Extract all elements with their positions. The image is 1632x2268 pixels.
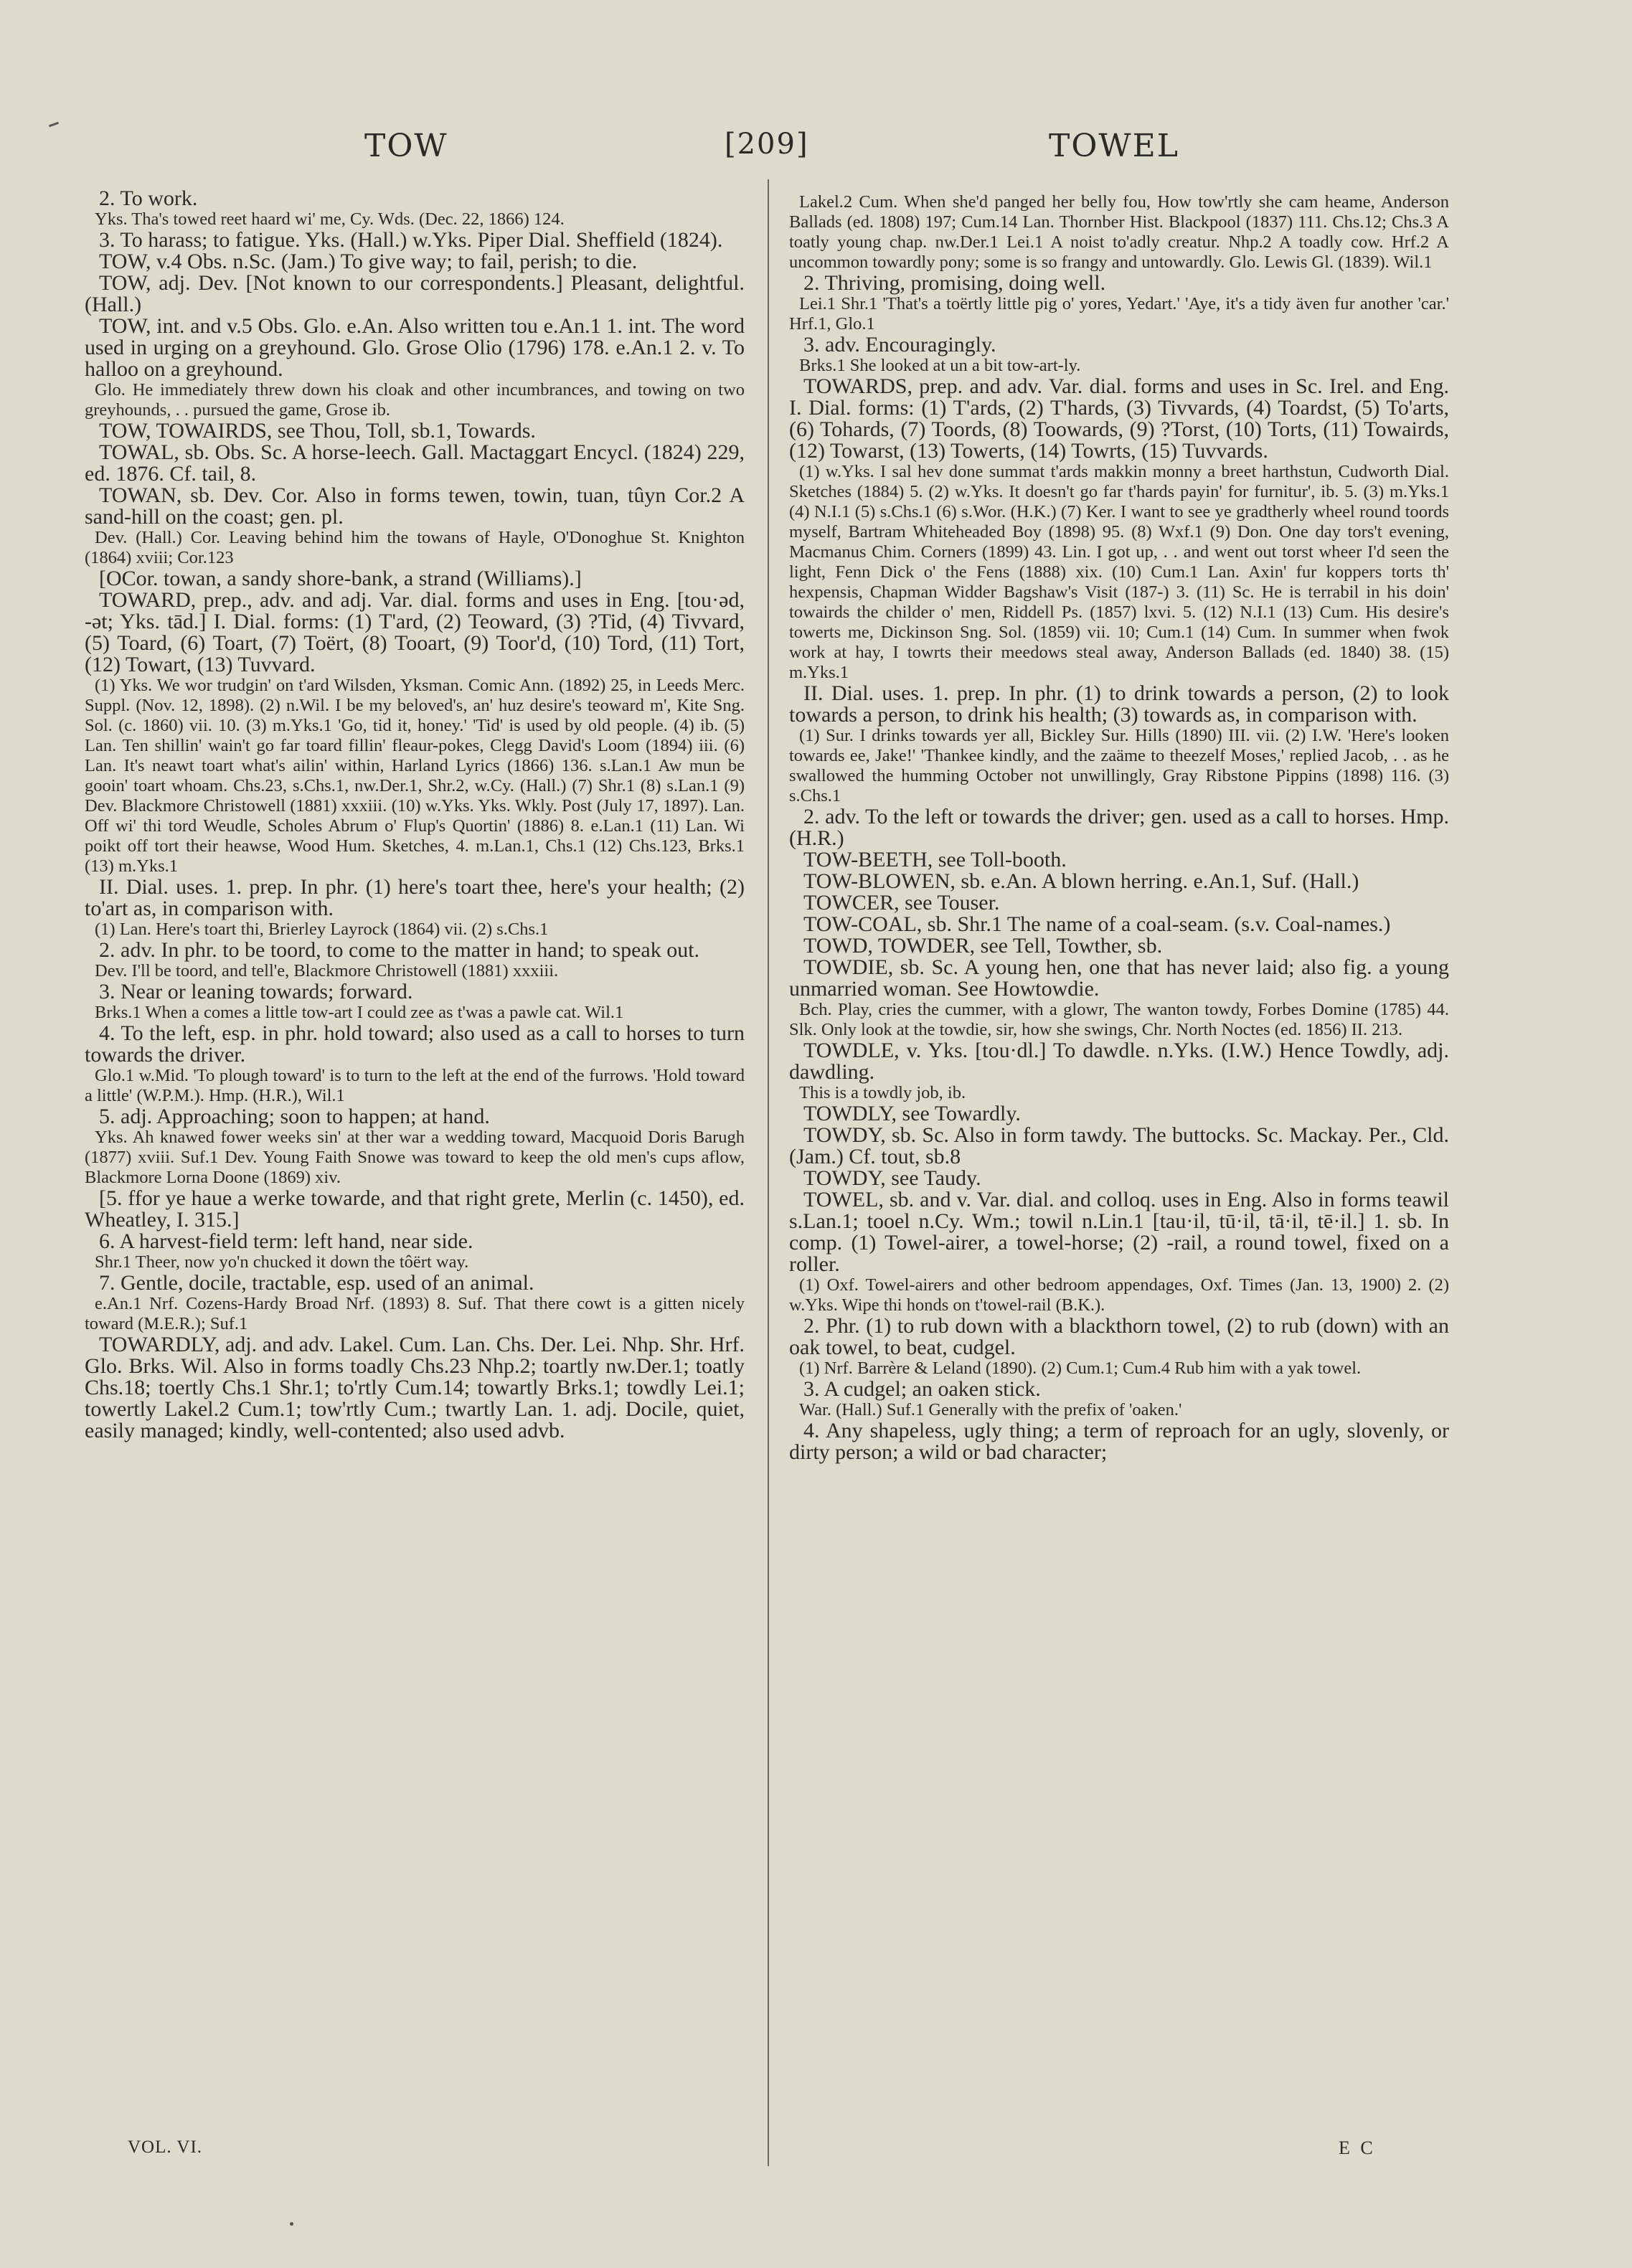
citation-paragraph: Glo.1 w.Mid. 'To plough toward' is to turn to the left at the end of the furrows. 'Hold toward a little' (W.P.M.). Hmp. (H.R.), Wil.1 bbox=[85, 1066, 745, 1105]
entry-paragraph: 3. Near or leaning towards; forward. bbox=[99, 980, 413, 1003]
entry-paragraph: 6. A harvest-field term: left hand, near side. bbox=[99, 1229, 473, 1253]
entry-paragraph: 3. adv. Encouragingly. bbox=[803, 333, 996, 356]
entry-paragraph: 4. To the left, esp. in phr. hold toward; also used as a call to horses to turn towards the driver. bbox=[85, 1021, 745, 1067]
column-rule bbox=[768, 179, 769, 2166]
entry-paragraph: TOWDY, sb. Sc. Also in form tawdy. The buttocks. Sc. Mackay. Per., Cld. (Jam.) Cf. tout, sb.8 bbox=[789, 1123, 1449, 1168]
entry-paragraph: TOWD, TOWDER, see Tell, Towther, sb. bbox=[803, 934, 1163, 958]
citation-paragraph: Shr.1 Theer, now yo'n chucked it down the tôërt way. bbox=[95, 1252, 469, 1272]
entry-paragraph: TOW-BLOWEN, sb. e.An. A blown herring. e.An.1, Suf. (Hall.) bbox=[803, 869, 1359, 893]
entry-paragraph: TOW-BEETH, see Toll-booth. bbox=[803, 848, 1067, 871]
entry-paragraph: TOWDLE, v. Yks. [tou·dl.] To dawdle. n.Yks. (I.W.) Hence Towdly, adj. dawdling. bbox=[789, 1039, 1449, 1084]
citation-paragraph: (1) Oxf. Towel-airers and other bedroom appendages, Oxf. Times (Jan. 13, 1900) 2. (2) w.Yks. Wipe thi honds on t'towel-rail (B.K.). bbox=[789, 1275, 1449, 1315]
entry-paragraph: TOWARD, prep., adv. and adj. Var. dial. forms and uses in Eng. [tou·əd, -ət; Yks. tād.] I. Dial. forms: (1) T'ard, (2) Teoward, (3) ?Tid, (4) Tivvard, (5) Toard, (6) Toart, (7) Toërt, (8) Tooart, (9) Toor'd, (10) Tord, (11) Tort, (12) Towart, (13) Tuvvard. bbox=[85, 588, 745, 676]
citation-paragraph: Dev. (Hall.) Cor. Leaving behind him the towans of Hayle, O'Donoghue St. Knighton (1864) xviii; Cor.123 bbox=[85, 528, 745, 567]
entry-paragraph: 2. Phr. (1) to rub down with a blackthorn towel, (2) to rub (down) with an oak towel, to beat, cudgel. bbox=[789, 1314, 1449, 1359]
entry-paragraph: 2. Thriving, promising, doing well. bbox=[803, 271, 1106, 295]
citation-paragraph: (1) w.Yks. I sal hev done summat t'ards makkin monny a breet harthstun, Cudworth Dial. Sketches (1884) 5. (2) w.Yks. It doesn't go far t'hards payin' for furnitur', ib. 5. (3) m.Yks.1 (4) N.I.1 (5) s.Chs.1 (6) s.Wor. (H.K.) (7) Ker. I want to see ye gradtherly wheel round toords myself, Bartram Whiteheaded Boy (1898) 95. (8) Wxf.1 (9) Don. One day tors't evening, Macmanus Chim. Corners (1899) 43. Lin. I got up, . . and went out torst wheer I'd seen the light, Fenn Dick o' the Fens (1888) xix. (10) Cum.1 Lan. Axin' fur koppers torts th' hexpensis, Chapman Widder Bagshaw's Visit (187-) 3. (11) Sc. He is terrabil in his doin' towairds the childer o' men, Riddell Ps. (1857) lxvi. 5. (12) N.I.1 (13) Cum. His desire's towerts me, Dickinson Sng. Sol. (1859) vii. 10; Cum.1 (14) Cum. In summer when fwok work at hay, I towrts their meedows steal away, Anderson Ballads (ed. 1840) 38. (15) m.Yks.1 bbox=[789, 462, 1449, 682]
entry-paragraph: TOWEL, sb. and v. Var. dial. and colloq. uses in Eng. Also in forms teawil s.Lan.1; tooel n.Cy. Wm.; towil n.Lin.1 [tau·il, tū·il, tā·il, tē·il.] 1. sb. In comp. (1) Towel-airer, a towel-horse; (2) -rail, a round towel, fixed on a roller. bbox=[789, 1188, 1449, 1276]
entry-paragraph: 3. To harass; to fatigue. Yks. (Hall.) w.Yks. Piper Dial. Sheffield (1824). bbox=[99, 228, 723, 252]
entry-paragraph: 2. adv. To the left or towards the driver; gen. used as a call to horses. Hmp. (H.R.) bbox=[789, 805, 1449, 850]
citation-paragraph: (1) Nrf. Barrère & Leland (1890). (2) Cum.1; Cum.4 Rub him with a yak towel. bbox=[799, 1359, 1362, 1378]
citation-paragraph: This is a towdly job, ib. bbox=[799, 1083, 966, 1102]
citation-paragraph: Bch. Play, cries the cummer, with a glowr, The wanton towdy, Forbes Domine (1785) 44. Slk. Only look at the towdie, sir, how she swings, Chr. North Noctes (ed. 1856) II. 213. bbox=[789, 1000, 1449, 1039]
citation-paragraph: (1) Sur. I drinks towards yer all, Bickley Sur. Hills (1890) III. vii. (2) I.W. 'Here's looken towards ee, Jake!' 'Thankee kindly, and the zaäme to theezelf Moses,' replied Jacob, . . as he swallowed the humming October not unwillingly, Gray Ribstone Pippins (1898) 116. (3) s.Chs.1 bbox=[789, 726, 1449, 805]
entry-paragraph: 2. adv. In phr. to be toord, to come to the matter in hand; to speak out. bbox=[99, 938, 700, 962]
citation-paragraph: Dev. I'll be toord, and tell'e, Blackmore Christowell (1881) xxxiii. bbox=[95, 961, 559, 981]
citation-paragraph: Lei.1 Shr.1 'That's a toërtly little pig o' yores, Yedart.' 'Aye, it's a tidy även fur another 'car.' Hrf.1, Glo.1 bbox=[789, 294, 1449, 334]
entry-paragraph: TOW, adj. Dev. [Not known to our correspondents.] Pleasant, delightful. (Hall.) bbox=[85, 271, 745, 316]
citation-paragraph: e.An.1 Nrf. Cozens-Hardy Broad Nrf. (1893) 8. Suf. That there cowt is a gitten nicely toward (M.E.R.); Suf.1 bbox=[85, 1294, 745, 1333]
entry-paragraph: TOWARDLY, adj. and adv. Lakel. Cum. Lan. Chs. Der. Lei. Nhp. Shr. Hrf. Glo. Brks. Wil. Also in forms toadly Chs.23 Nhp.2; toartly nw.Der.1; toatly Chs.18; toertly Chs.1 Shr.1; to'rtly Cum.14; towartly Brks.1; towdly Lei.1; towertly Lakel.2 Cum.1; tow'rtly Cum.; twartly Lan. 1. adj. Docile, quiet, easily managed; kindly, well-contented; also used advb. bbox=[85, 1333, 745, 1442]
entry-paragraph: TOW-COAL, sb. Shr.1 The name of a coal-seam. (s.v. Coal-names.) bbox=[803, 912, 1391, 936]
citation-paragraph: Yks. Tha's towed reet haard wi' me, Cy. Wds. (Dec. 22, 1866) 124. bbox=[95, 209, 565, 229]
citation-paragraph: (1) Yks. We wor trudgin' on t'ard Wilsden, Yksman. Comic Ann. (1892) 25, in Leeds Merc. Suppl. (Nov. 12, 1898). (2) n.Wil. I be my beloved's, an' huz desire's teoward m', Kite Sng. Sol. (c. 1860) vii. 10. (3) m.Yks.1 'Go, tid it, honey.' 'Tid' is used by old people. (4) ib. (5) Lan. Ten shillin' wain't go far toard fillin' fleaur-pokes, Clegg David's Loom (1894) iii. (6) Lan. It's neawt toart what's ailin' within, Harland Lyrics (1866) 136. s.Lan.1 Aw mun be gooin' toart whoam. Chs.23, s.Chs.1, nw.Der.1, Shr.2, w.Cy. (Hall.) (7) Shr.1 (8) s.Lan.1 (9) Dev. Blackmore Christowell (1881) xxxiii. (10) w.Yks. Yks. Wkly. Post (July 17, 1897). Lan. Off wi' thi tord Weudle, Scholes Abrum o' Flup's Quortin' (1886) 8. e.Lan.1 (11) Lan. Wi poikt off tort their heawse, Wood Hum. Sketches, 4. m.Lan.1, Chs.1 (12) Chs.123, Brks.1 (13) m.Yks.1 bbox=[85, 676, 745, 876]
sheet-signature: E C bbox=[1339, 2137, 1376, 2158]
running-head-right: TOWEL bbox=[1049, 128, 1179, 164]
citation-paragraph: Brks.1 She looked at un a bit tow-art-ly. bbox=[799, 356, 1081, 375]
entry-paragraph: TOWARDS, prep. and adv. Var. dial. forms and uses in Sc. Irel. and Eng. I. Dial. forms: (1) T'ards, (2) T'hards, (3) Tivvards, (4) Toardst, (5) To'arts, (6) Tohards, (7) Toords, (8) Toowards, (9) ?Torst, (10) Torts, (11) Towairds, (12) Towarst, (13) Towerts, (14) Towrts, (15) Tuvvards. bbox=[789, 374, 1449, 463]
right-column bbox=[789, 192, 1449, 1463]
entry-paragraph: TOW, int. and v.5 Obs. Glo. e.An. Also written tou e.An.1 1. int. The word used in urging on a greyhound. Glo. Grose Olio (1796) 178. e.An.1 2. v. To halloo on a greyhound. bbox=[85, 314, 745, 381]
entry-paragraph: TOWAN, sb. Dev. Cor. Also in forms tewen, towin, tuan, tûyn Cor.2 A sand-hill on the coast; gen. pl. bbox=[85, 483, 745, 529]
margin-mark bbox=[49, 122, 59, 128]
entry-paragraph: 7. Gentle, docile, tractable, esp. used of an animal. bbox=[99, 1271, 534, 1295]
entry-paragraph: TOWDIE, sb. Sc. A young hen, one that has never laid; also fig. a young unmarried woman. See Howtowdie. bbox=[789, 955, 1449, 1001]
citation-paragraph: Brks.1 When a comes a little tow-art I could zee as t'was a pawle cat. Wil.1 bbox=[95, 1003, 624, 1022]
entry-paragraph: 2. To work. bbox=[99, 186, 198, 210]
entry-paragraph: 4. Any shapeless, ugly thing; a term of reproach for an ugly, slovenly, or dirty person; a wild or bad character; bbox=[789, 1419, 1449, 1464]
speck bbox=[290, 2222, 293, 2226]
left-column bbox=[85, 188, 745, 1442]
citation-paragraph: Yks. Ah knawed fower weeks sin' at ther war a wedding toward, Macquoid Doris Barugh (1877) xviii. Suf.1 Dev. Young Faith Snowe was toward to keep the old men's cups aflow, Blackmore Lorna Doone (1869) xiv. bbox=[85, 1128, 745, 1187]
entry-paragraph: TOWDY, see Taudy. bbox=[803, 1166, 981, 1190]
entry-paragraph: TOW, v.4 Obs. n.Sc. (Jam.) To give way; to fail, perish; to die. bbox=[99, 250, 638, 273]
entry-paragraph: TOW, TOWAIRDS, see Thou, Toll, sb.1, Towards. bbox=[99, 419, 536, 443]
entry-paragraph: TOWAL, sb. Obs. Sc. A horse-leech. Gall. Mactaggart Encycl. (1824) 229, ed. 1876. Cf. tail, 8. bbox=[85, 440, 745, 486]
entry-paragraph: [5. ffor ye haue a werke towarde, and that right grete, Merlin (c. 1450), ed. Wheatley, I. 315.] bbox=[85, 1186, 745, 1232]
entry-paragraph: II. Dial. uses. 1. prep. In phr. (1) here's toart thee, here's your health; (2) to'art as, in comparison with. bbox=[85, 875, 745, 920]
entry-paragraph: 3. A cudgel; an oaken stick. bbox=[803, 1377, 1041, 1401]
citation-paragraph: War. (Hall.) Suf.1 Generally with the prefix of 'oaken.' bbox=[799, 1400, 1182, 1419]
volume-signature: VOL. VI. bbox=[128, 2137, 203, 2157]
entry-paragraph: TOWCER, see Touser. bbox=[803, 891, 1000, 915]
citation-paragraph: Lakel.2 Cum. When she'd panged her belly fou, How tow'rtly she cam heame, Anderson Ballads (ed. 1808) 197; Cum.14 Lan. Thornber Hist. Blackpool (1837) 111. Chs.12; Chs.3 A toatly young chap. nw.Der.1 Lei.1 A noist to'adly creatur. Nhp.2 A toadly cow. Hrf.2 A uncommon towardly pony; some is so frangy and untowardly. Glo. Lewis Gl. (1839). Wil.1 bbox=[789, 192, 1449, 272]
citation-paragraph: (1) Lan. Here's toart thi, Brierley Layrock (1864) vii. (2) s.Chs.1 bbox=[95, 920, 549, 939]
running-head-left: TOW bbox=[364, 128, 448, 164]
entry-paragraph: TOWDLY, see Towardly. bbox=[803, 1102, 1021, 1125]
entry-paragraph: [OCor. towan, a sandy shore-bank, a strand (Williams).] bbox=[99, 567, 582, 590]
page-number: [209] bbox=[725, 128, 809, 161]
citation-paragraph: Glo. He immediately threw down his cloak and other incumbrances, and towing on two greyhounds, . . pursued the game, Grose ib. bbox=[85, 380, 745, 420]
entry-paragraph: 5. adj. Approaching; soon to happen; at hand. bbox=[99, 1105, 490, 1128]
entry-paragraph: II. Dial. uses. 1. prep. In phr. (1) to drink towards a person, (2) to look towards a person, to drink his health; (3) towards as, in comparison with. bbox=[789, 681, 1449, 727]
